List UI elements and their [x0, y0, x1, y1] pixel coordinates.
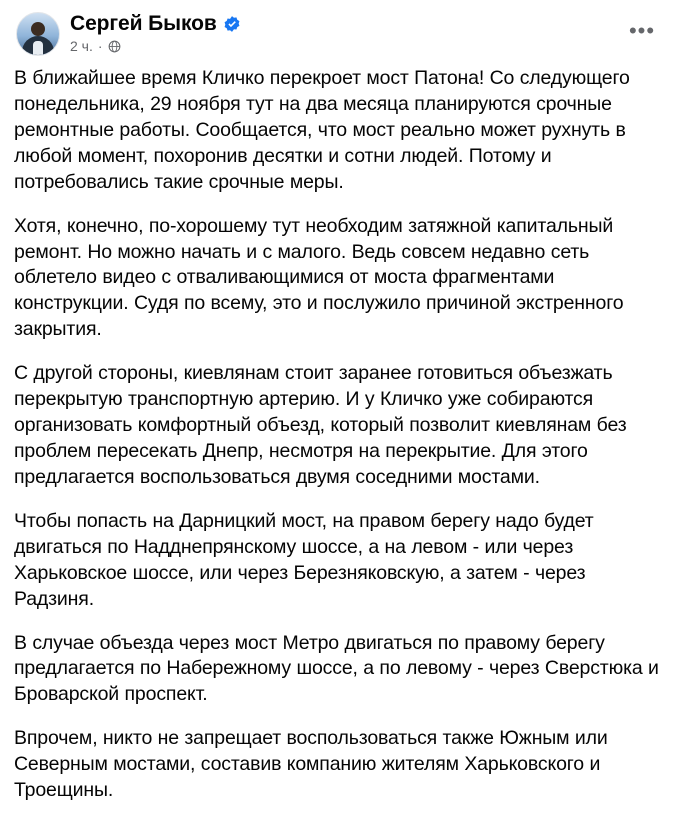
post-paragraph: С другой стороны, киевлянам стоит заранее готовиться объезжать перекрытую транспортную артерию. И у Кличко уже собираются организовать комфортный объезд, который позволит киевлянам без проблем пересекать Днепр, несмотря на перекрытие. Для этого предлагается воспользоваться двумя соседними мостами. — [14, 362, 627, 488]
post-paragraph: В случае объезда через мост Метро двигаться по правому берегу предлагается по Набережному шоссе, а по левому - через Сверстюка и Броварской проспект. — [14, 631, 659, 706]
post-paragraph: Хотя, конечно, по-хорошему тут необходим затяжной капитальный ремонт. Но можно начать и с малого. Ведь совсем недавно сеть облетело видео с отваливающимися от моста фрагментами конструкции. Судя по всему, это и послужило причиной экстренного закрытия. — [14, 214, 624, 341]
post-paragraph: Чтобы попасть на Дарницкий мост, на правом берегу надо будет двигаться по Надднепрянскому шоссе, а на левом - или через Харьковское шоссе, или через Березняковскую, а затем - через Радзиня. — [14, 509, 594, 610]
post-paragraph: Впрочем, никто не запрещает воспользоваться также Южным или Северным мостами, составив компанию жителям Харьковского и Троещины. — [14, 727, 608, 802]
post-author-block — [70, 12, 625, 54]
author-name-row — [70, 12, 625, 35]
post-options-menu-icon[interactable]: ••• — [628, 18, 656, 43]
meta-separator: · — [97, 38, 103, 55]
author-name[interactable]: Сергей Быков — [70, 12, 217, 35]
post-body — [0, 62, 675, 812]
post-timestamp[interactable]: 2 ч. — [70, 38, 93, 55]
post-meta — [70, 38, 625, 54]
avatar-face — [31, 22, 45, 36]
avatar-shirt — [33, 41, 43, 55]
globe-icon[interactable] — [108, 40, 121, 53]
post-header — [0, 0, 675, 62]
avatar[interactable] — [16, 12, 60, 56]
verified-badge-icon — [223, 15, 241, 33]
post-paragraph: В ближайшее время Кличко перекроет мост Патона! Со следующего понедельника, 29 ноября тут на два месяца планируются срочные ремонтные работы. Сообщается, что мост реально может рухнуть в любой момент, похоронив десятки и сотни людей. Потому и потребовались такие срочные меры. — [14, 67, 630, 193]
